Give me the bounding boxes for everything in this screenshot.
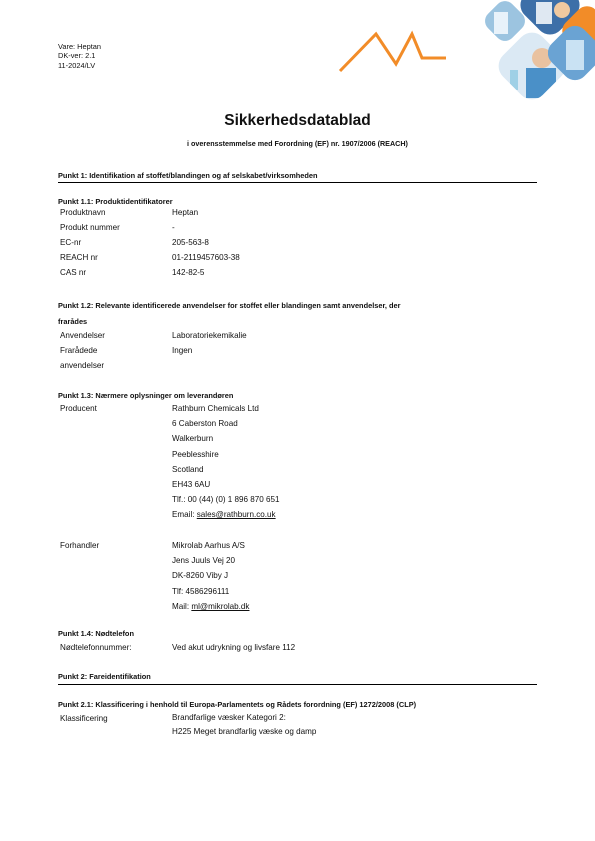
producent-address bbox=[172, 401, 280, 523]
mail-link[interactable]: ml@mikrolab.dk bbox=[191, 601, 250, 611]
address-line: Walkerburn bbox=[172, 434, 214, 444]
address-line: Mikrolab Aarhus A/S bbox=[172, 541, 245, 550]
field-value: Heptan bbox=[172, 208, 199, 217]
field-label: REACH nr bbox=[60, 253, 98, 262]
email-line bbox=[172, 507, 280, 522]
phone-line: Tlf.: 00 (44) (0) 1 896 870 651 bbox=[172, 495, 280, 505]
field-value: - bbox=[172, 223, 175, 232]
mail-line bbox=[172, 599, 249, 614]
field-value: Laboratoriekemikalie bbox=[172, 331, 247, 340]
address-line: 6 Caberston Road bbox=[172, 419, 238, 429]
classification-line: H225 Meget brandfarlig væske og damp bbox=[172, 727, 317, 737]
field-label: Produktnavn bbox=[60, 208, 106, 217]
forhandler-address bbox=[172, 538, 249, 614]
field-value: 142-82-5 bbox=[172, 268, 205, 277]
phone-line: Tlf: 4586296111 bbox=[172, 586, 230, 596]
email-prefix: Email: bbox=[172, 510, 197, 520]
classification-line: Brandfarlige væsker Kategori 2: bbox=[172, 713, 286, 722]
field-label: Producent bbox=[60, 404, 97, 413]
section-2-heading: Punkt 2: Fareidentifikation bbox=[58, 672, 151, 681]
section-1-4-heading: Punkt 1.4: Nødtelefon bbox=[58, 629, 134, 638]
section-1-3-heading: Punkt 1.3: Nærmere oplysninger om leverandøren bbox=[58, 391, 234, 400]
classification-values bbox=[172, 711, 316, 740]
field-label: Forhandler bbox=[60, 541, 100, 550]
mail-prefix: Mail: bbox=[172, 601, 192, 611]
section-1-2-heading: Punkt 1.2: Relevante identificerede anvendelser for stoffet eller blandingen samt anvendelser, der bbox=[58, 301, 401, 310]
field-label: Nødtelefonnummer: bbox=[60, 643, 132, 652]
section-divider bbox=[58, 684, 537, 685]
field-value: Ingen bbox=[172, 346, 193, 355]
field-label: Frarådede bbox=[60, 346, 98, 355]
section-1-heading: Punkt 1: Identifikation af stoffet/blandingen og af selskabet/virksomheden bbox=[58, 171, 318, 180]
address-line: Peeblesshire bbox=[172, 449, 219, 459]
meta-product: Vare: Heptan bbox=[58, 42, 102, 51]
field-label: Produkt nummer bbox=[60, 223, 120, 232]
meta-date: 11-2024/LV bbox=[58, 60, 96, 70]
address-line: DK-8260 Viby J bbox=[172, 571, 229, 581]
lab-photo-collage bbox=[470, 0, 595, 115]
meta-version: DK-ver: 2.1 bbox=[58, 51, 96, 61]
field-label: Klassificering bbox=[60, 714, 108, 723]
address-line: Jens Juuls Vej 20 bbox=[172, 556, 235, 566]
page-title: Sikkerhedsdatablad bbox=[224, 112, 371, 129]
page-subtitle: i overensstemmelse med Forordning (EF) nr. 1907/2006 (REACH) bbox=[187, 139, 408, 148]
field-label: CAS nr bbox=[60, 268, 87, 277]
field-label: anvendelser bbox=[60, 361, 105, 370]
email-link[interactable]: sales@rathburn.co.uk bbox=[196, 510, 276, 520]
section-1-1-heading: Punkt 1.1: Produktidentifikatorer bbox=[58, 197, 173, 206]
section-2-1-heading: Punkt 2.1: Klassificering i henhold til Europa-Parlamentets og Rådets forordning (EF) 1272/2008 (CLP) bbox=[58, 700, 417, 709]
section-divider bbox=[58, 182, 537, 183]
section-1-2-heading-cont: frarådes bbox=[58, 317, 88, 326]
company-logo bbox=[338, 24, 450, 76]
field-value: 01-2119457603-38 bbox=[172, 253, 240, 262]
document-meta bbox=[58, 42, 101, 70]
address-line: EH43 6AU bbox=[172, 480, 211, 490]
address-line: Scotland bbox=[172, 464, 204, 474]
field-label: Anvendelser bbox=[60, 331, 105, 340]
address-line: Rathburn Chemicals Ltd bbox=[172, 404, 259, 413]
field-value: 205-563-8 bbox=[172, 238, 209, 247]
field-value: Ved akut udrykning og livsfare 112 bbox=[172, 643, 296, 652]
field-label: EC-nr bbox=[60, 238, 82, 247]
